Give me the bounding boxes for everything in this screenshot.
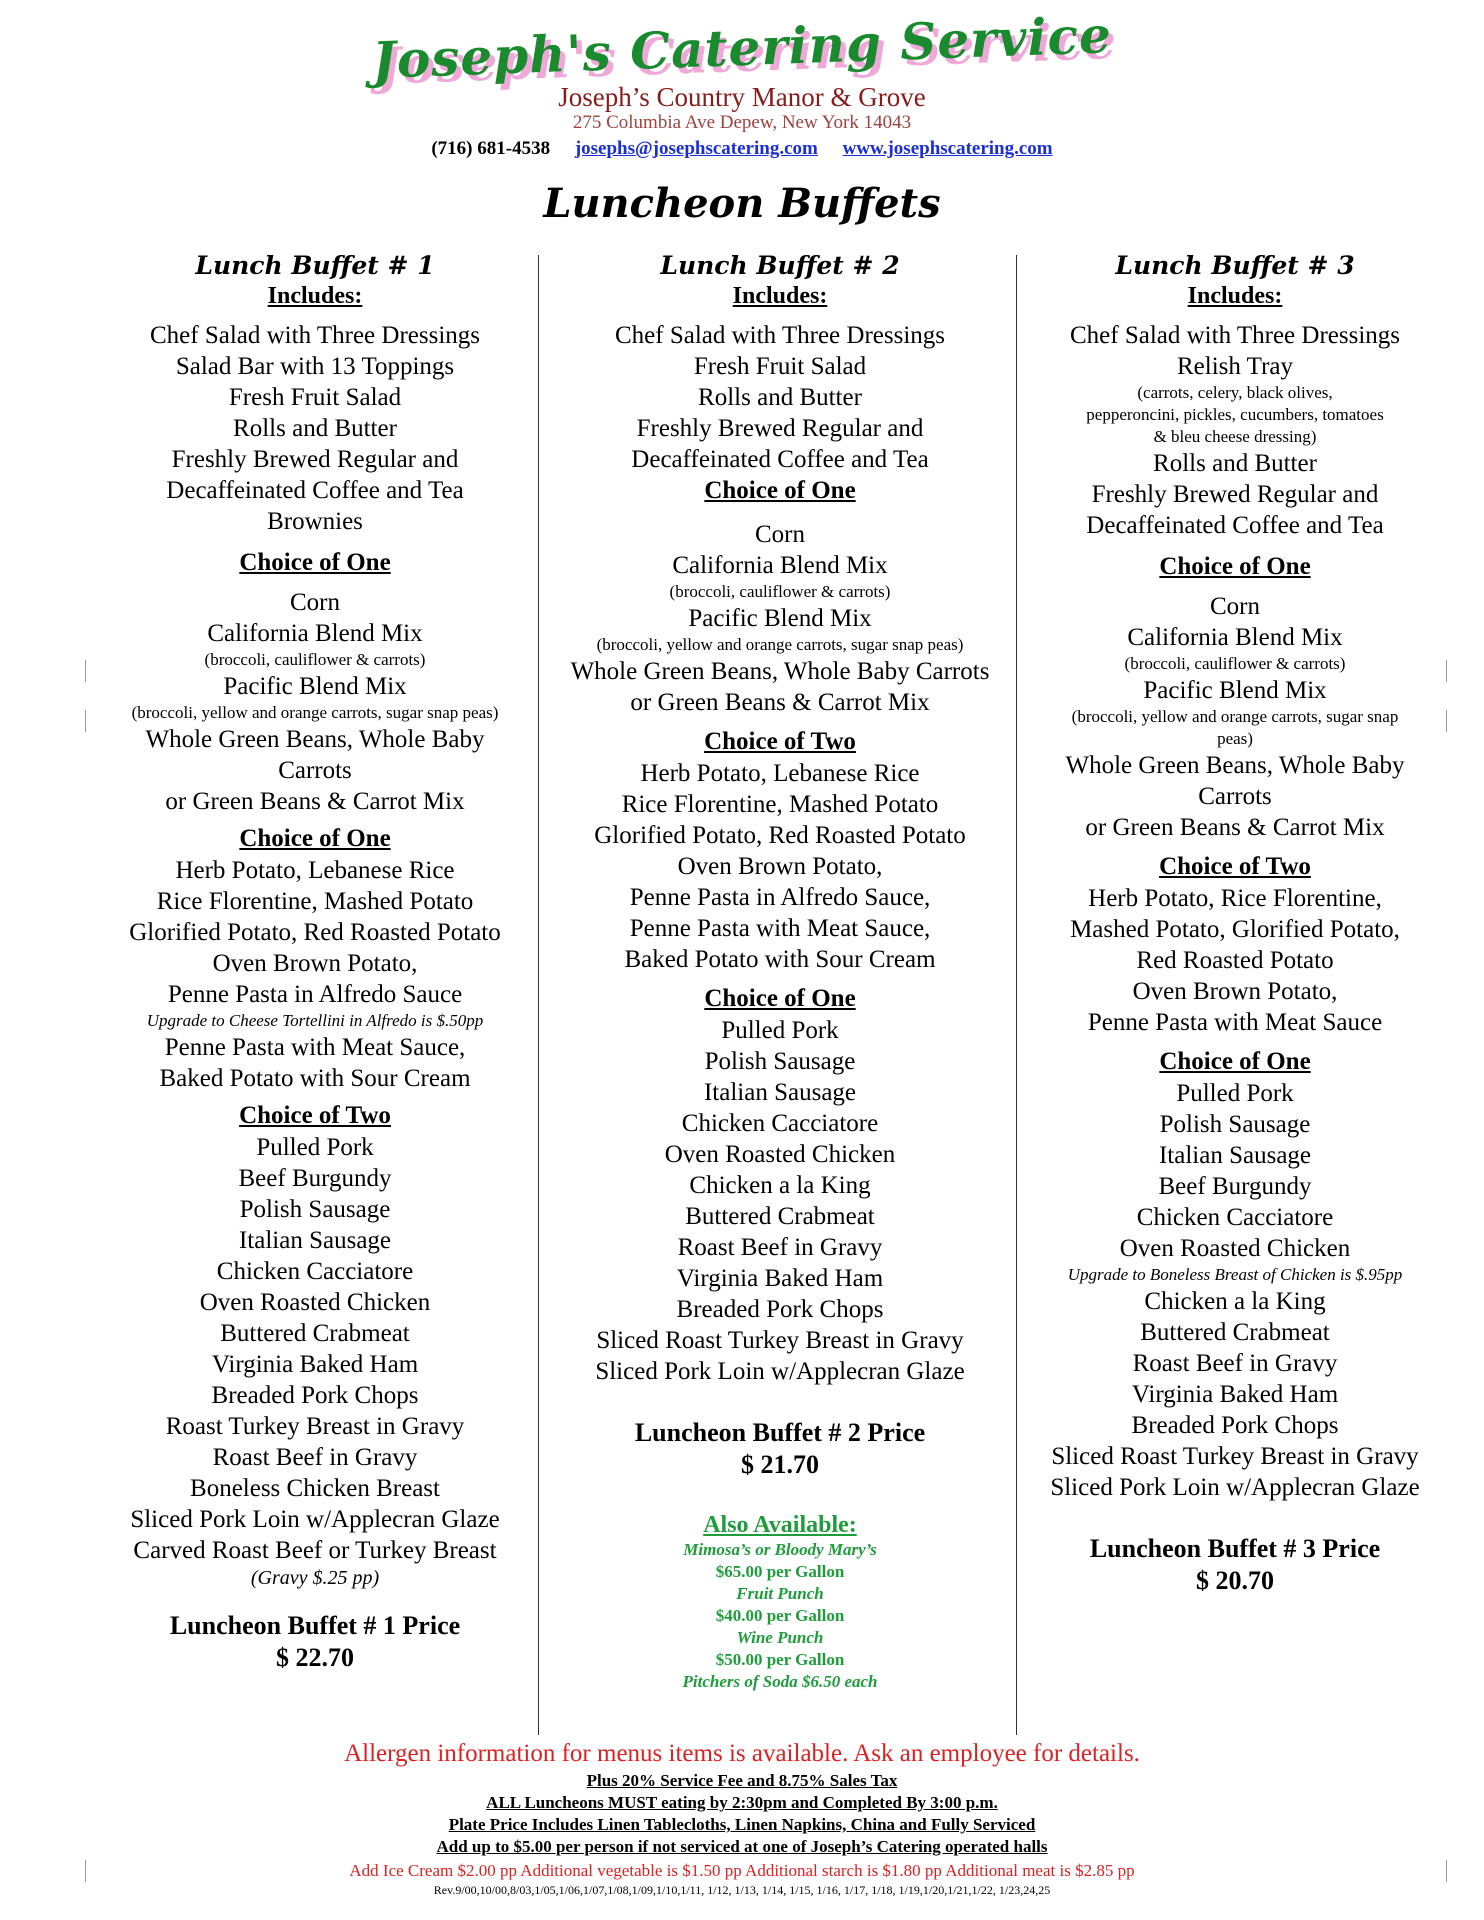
upgrade-note: Upgrade to Cheese Tortellini in Alfredo is $.50pp	[146, 1011, 484, 1030]
buffet-3-title: Lunch Buffet # 3	[1115, 251, 1355, 280]
menu-item: Virginia Baked Ham	[676, 1265, 884, 1292]
footer	[0, 1738, 1484, 1898]
menu-item: Rice Florentine, Mashed Potato	[156, 888, 474, 915]
menu-item: Glorified Potato, Red Roasted Potato	[129, 919, 501, 946]
menu-item: Penne Pasta with Meat Sauce,	[164, 1034, 466, 1061]
item-note: & bleu cheese dressing)	[1153, 427, 1317, 446]
menu-item: Chicken Cacciatore	[216, 1258, 414, 1285]
menu-item: Beef Burgundy	[238, 1165, 392, 1192]
menu-item: Roast Beef in Gravy	[1132, 1350, 1338, 1377]
menu-item: Carved Roast Beef or Turkey Breast	[133, 1537, 497, 1564]
item-note: (broccoli, cauliflower & carrots)	[1124, 654, 1346, 673]
menu-item: Chicken a la King	[689, 1172, 871, 1199]
buffet-3-column	[1025, 250, 1445, 1597]
manor-name: Joseph’s Country Manor & Grove	[558, 82, 926, 112]
phone-number: (716) 681-4538	[431, 138, 551, 159]
menu-item: Rolls and Butter	[233, 415, 397, 442]
menu-item: Oven Brown Potato,	[677, 853, 883, 880]
menu-item: Herb Potato, Rice Florentine,	[1088, 885, 1382, 912]
buffet-3-veg-heading: Choice of One	[1159, 553, 1311, 580]
menu-item: Chef Salad with Three Dressings	[1069, 322, 1401, 349]
menu-item: Italian Sausage	[703, 1079, 857, 1106]
menu-item: Chef Salad with Three Dressings	[149, 322, 481, 349]
menu-item: Italian Sausage	[1158, 1142, 1312, 1169]
email-link[interactable]: josephs@josephscatering.com	[574, 138, 818, 159]
menu-item: Freshly Brewed Regular and	[171, 446, 459, 473]
beverage-name: Fruit Punch	[736, 1584, 824, 1603]
website-link[interactable]: www.josephscatering.com	[842, 138, 1053, 159]
menu-item: Breaded Pork Chops	[676, 1296, 884, 1323]
menu-item: Oven Roasted Chicken	[1119, 1235, 1351, 1262]
menu-item: Decaffeinated Coffee and Tea	[1086, 512, 1384, 539]
menu-item: Penne Pasta in Alfredo Sauce	[167, 981, 463, 1008]
menu-item: Baked Potato with Sour Cream	[624, 946, 936, 973]
contact-line	[0, 136, 1484, 162]
menu-item: Decaffeinated Coffee and Tea	[166, 477, 464, 504]
beverage-price: $65.00 per Gallon	[715, 1562, 845, 1581]
item-note: (carrots, celery, black olives,	[1137, 383, 1333, 402]
buffet-3-includes-label: Includes:	[1187, 283, 1283, 309]
also-available-box	[545, 1511, 1015, 1693]
buffet-1-column	[90, 250, 540, 1674]
menu-item: Roast Turkey Breast in Gravy	[165, 1413, 465, 1440]
menu-item: Pacific Blend Mix	[223, 673, 407, 700]
address: 275 Columbia Ave Depew, New York 14043	[572, 112, 912, 133]
item-note: peas)	[1217, 729, 1253, 748]
menu-item: Fresh Fruit Salad	[693, 353, 867, 380]
addons-pricing: Add Ice Cream $2.00 pp Additional vegetable is $1.50 pp Additional starch is $1.80 pp Additional meat is $2.85 pp	[349, 1861, 1135, 1880]
menu-item: Pulled Pork	[256, 1134, 374, 1161]
menu-item: Sliced Roast Turkey Breast in Gravy	[1051, 1443, 1419, 1470]
buffet-1-meat-heading: Choice of Two	[239, 1102, 391, 1129]
menu-item: Carrots	[1198, 783, 1272, 810]
menu-item: Breaded Pork Chops	[1131, 1412, 1339, 1439]
menu-item: Chicken a la King	[1144, 1288, 1326, 1315]
upgrade-note: Upgrade to Boneless Breast of Chicken is $.95pp	[1067, 1265, 1403, 1284]
buffet-2-column	[545, 250, 1015, 1693]
menu-item: Chicken Cacciatore	[681, 1110, 879, 1137]
buffet-1-starch-heading: Choice of One	[239, 825, 391, 852]
menu-item: Pulled Pork	[1176, 1080, 1294, 1107]
beverage-name: Wine Punch	[736, 1628, 824, 1647]
menu-item: Pulled Pork	[721, 1017, 839, 1044]
buffet-3-price: $ 20.70	[1196, 1566, 1274, 1595]
buffet-3-meat-heading: Choice of One	[1159, 1048, 1311, 1075]
menu-item: Breaded Pork Chops	[211, 1382, 419, 1409]
menu-item: Corn	[290, 589, 340, 616]
menu-item: California Blend Mix	[672, 552, 888, 579]
menu-item: or Green Beans & Carrot Mix	[630, 689, 930, 716]
menu-item: Italian Sausage	[238, 1227, 392, 1254]
menu-item: Oven Brown Potato,	[212, 950, 418, 977]
menu-item: Virginia Baked Ham	[1131, 1381, 1339, 1408]
item-note: (broccoli, yellow and orange carrots, sugar snap peas)	[596, 635, 964, 654]
menu-item: Mashed Potato, Glorified Potato,	[1070, 916, 1400, 943]
plate-price-note: Plate Price Includes Linen Tablecloths, Linen Napkins, China and Fully Serviced	[448, 1815, 1036, 1834]
menu-item: Penne Pasta with Meat Sauce	[1087, 1009, 1383, 1036]
menu-item: Chicken Cacciatore	[1136, 1204, 1334, 1231]
menu-item: Polish Sausage	[1159, 1111, 1311, 1138]
buffet-2-price-label: Luncheon Buffet # 2 Price	[634, 1418, 926, 1447]
menu-item: Oven Roasted Chicken	[199, 1289, 431, 1316]
menu-item: Relish Tray	[1176, 353, 1293, 380]
margin-mark	[85, 710, 86, 732]
menu-item: Sliced Roast Turkey Breast in Gravy	[596, 1327, 964, 1354]
beverage-name: Mimosa’s or Bloody Mary’s	[683, 1540, 877, 1559]
buffet-1-veg-heading: Choice of One	[239, 549, 391, 576]
menu-item: Freshly Brewed Regular and	[1091, 481, 1379, 508]
beverage-name: Pitchers of Soda $6.50 each	[682, 1672, 878, 1691]
buffet-1-price: $ 22.70	[276, 1643, 354, 1672]
buffet-3-starch-heading: Choice of Two	[1159, 853, 1311, 880]
menu-item: Herb Potato, Lebanese Rice	[640, 760, 920, 787]
buffet-1-includes-label: Includes:	[267, 283, 363, 309]
beverage-price: $40.00 per Gallon	[715, 1606, 845, 1625]
margin-mark	[1446, 660, 1447, 682]
menu-item: Whole Green Beans, Whole Baby	[145, 726, 485, 753]
menu-item: Chef Salad with Three Dressings	[614, 322, 946, 349]
menu-item: Sliced Pork Loin w/Applecran Glaze	[1050, 1474, 1420, 1501]
margin-mark	[1446, 710, 1447, 732]
item-note: (broccoli, yellow and orange carrots, sugar snap peas)	[131, 703, 499, 722]
menu-item: Sliced Pork Loin w/Applecran Glaze	[130, 1506, 500, 1533]
page-title: Luncheon Buffets	[543, 180, 941, 227]
menu-item: Pacific Blend Mix	[688, 605, 872, 632]
menu-item: Roast Beef in Gravy	[212, 1444, 418, 1471]
menu-item: Baked Potato with Sour Cream	[159, 1065, 471, 1092]
buffet-1-price-label: Luncheon Buffet # 1 Price	[169, 1611, 461, 1640]
menu-item: or Green Beans & Carrot Mix	[165, 788, 465, 815]
buffet-2-includes-label: Includes:	[732, 283, 828, 309]
menu-item: Oven Roasted Chicken	[664, 1141, 896, 1168]
menu-item: Corn	[755, 521, 805, 548]
buffet-2-starch-heading: Choice of Two	[704, 728, 856, 755]
menu-item: Oven Brown Potato,	[1132, 978, 1338, 1005]
menu-item: Freshly Brewed Regular and	[636, 415, 924, 442]
menu-item: Rice Florentine, Mashed Potato	[621, 791, 939, 818]
menu-item: Whole Green Beans, Whole Baby	[1065, 752, 1405, 779]
item-note: pepperoncini, pickles, cucumbers, tomatoes	[1086, 405, 1384, 424]
menu-item: Herb Potato, Lebanese Rice	[175, 857, 455, 884]
menu-item: Virginia Baked Ham	[211, 1351, 419, 1378]
item-note: (broccoli, cauliflower & carrots)	[669, 582, 891, 601]
column-divider-right	[1016, 255, 1017, 1735]
non-hall-note: Add up to $5.00 per person if not serviced at one of Joseph’s Catering operated halls	[436, 1837, 1048, 1856]
menu-item: Fresh Fruit Salad	[228, 384, 402, 411]
menu-item: Polish Sausage	[239, 1196, 391, 1223]
revision-history: Rev.9/00,10/00,8/03,1/05,1/06,1/07,1/08,1/09,1/10,1/11, 1/12, 1/13, 1/14, 1/15, 1/16, 1/17, 1/18, 1/19,1/20,1/21,1/22, 1/23,24,25	[433, 1883, 1051, 1897]
menu-item: Rolls and Butter	[698, 384, 862, 411]
allergen-notice: Allergen information for menus items is available. Ask an employee for details.	[344, 1740, 1140, 1767]
gravy-note: (Gravy $.25 pp)	[250, 1567, 380, 1589]
menu-item: Corn	[1210, 593, 1260, 620]
menu-item: Beef Burgundy	[1158, 1173, 1312, 1200]
menu-item: or Green Beans & Carrot Mix	[1085, 814, 1385, 841]
also-available-heading: Also Available:	[703, 1512, 857, 1538]
menu-item: Salad Bar with 13 Toppings	[175, 353, 455, 380]
menu-item: Sliced Pork Loin w/Applecran Glaze	[595, 1358, 965, 1385]
menu-item: Red Roasted Potato	[1136, 947, 1334, 974]
service-fee-note: Plus 20% Service Fee and 8.75% Sales Tax	[586, 1771, 898, 1790]
menu-item: Buttered Crabmeat	[685, 1203, 875, 1230]
buffet-3-price-label: Luncheon Buffet # 3 Price	[1089, 1534, 1381, 1563]
menu-item: Rolls and Butter	[1153, 450, 1317, 477]
menu-item: Decaffeinated Coffee and Tea	[631, 446, 929, 473]
menu-item: Buttered Crabmeat	[220, 1320, 410, 1347]
menu-item: California Blend Mix	[207, 620, 423, 647]
menu-item: Brownies	[267, 508, 363, 535]
menu-item: Roast Beef in Gravy	[677, 1234, 883, 1261]
header	[0, 5, 1484, 162]
menu-item: Boneless Chicken Breast	[190, 1475, 440, 1502]
item-note: (broccoli, cauliflower & carrots)	[204, 650, 426, 669]
item-note: (broccoli, yellow and orange carrots, sugar snap	[1071, 707, 1399, 726]
menu-item: Glorified Potato, Red Roasted Potato	[594, 822, 966, 849]
menu-item: Penne Pasta in Alfredo Sauce,	[629, 884, 931, 911]
menu-item: Polish Sausage	[704, 1048, 856, 1075]
menu-item: Whole Green Beans, Whole Baby Carrots	[570, 658, 990, 685]
buffet-2-veg-heading: Choice of One	[704, 477, 856, 504]
margin-mark	[85, 660, 86, 682]
menu-item: Carrots	[278, 757, 352, 784]
company-logo: Joseph's Catering Service	[371, 5, 1113, 90]
beverage-price: $50.00 per Gallon	[715, 1650, 845, 1669]
menu-item: Penne Pasta with Meat Sauce,	[629, 915, 931, 942]
menu-item: Buttered Crabmeat	[1140, 1319, 1330, 1346]
timing-note: ALL Luncheons MUST eating by 2:30pm and Completed By 3:00 p.m.	[486, 1793, 998, 1812]
buffet-1-title: Lunch Buffet # 1	[195, 251, 435, 280]
buffet-2-price: $ 21.70	[741, 1450, 819, 1479]
buffet-2-title: Lunch Buffet # 2	[660, 251, 900, 280]
buffet-2-meat-heading: Choice of One	[704, 985, 856, 1012]
menu-item: Pacific Blend Mix	[1143, 677, 1327, 704]
menu-item: California Blend Mix	[1127, 624, 1343, 651]
